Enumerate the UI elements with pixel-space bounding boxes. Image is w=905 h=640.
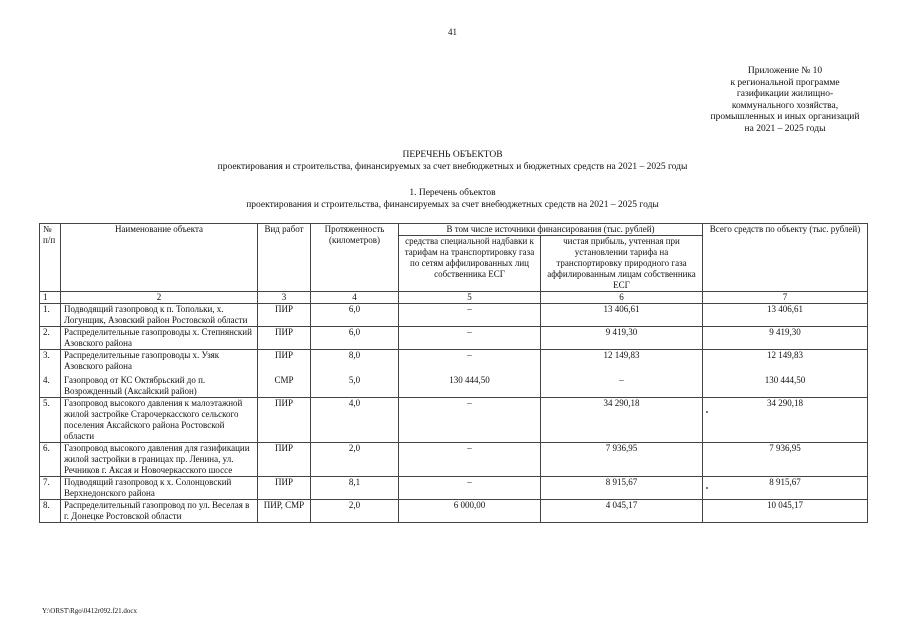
- row-type: ПИР: [258, 350, 311, 373]
- row-num: 5.: [40, 398, 61, 443]
- row-type: ПИР: [258, 443, 311, 477]
- col-number: 1: [40, 292, 61, 304]
- header-name: Наименование объекта: [61, 224, 258, 292]
- row-src1: –: [399, 398, 541, 443]
- table-row: [40, 398, 868, 443]
- row-name: Подводящий газопровод к п. Топольки, х. Логунщик, Азовский район Ростовской области: [61, 304, 258, 327]
- row-num: 6.: [40, 443, 61, 477]
- row-name: Газопровод высокого давления к малоэтажной жилой застройке Старочеркасского сельского поселения Аксайского района Ростовской области: [61, 398, 258, 443]
- table-row: [40, 327, 868, 350]
- row-src2: 8 915,67: [541, 477, 703, 500]
- row-length: 2,0: [311, 443, 399, 477]
- row-total: 34 290,18: [703, 398, 868, 443]
- appendix-block: [660, 66, 905, 135]
- header-sources: В том числе источники финансирования (тыс. рублей): [399, 224, 703, 236]
- row-name: Газопровод высокого давления для газификации жилой застройки в границах пр. Ленина, ул. Речников г. Аксая и Новочеркасского шоссе: [61, 443, 258, 477]
- file-path-footer: Y:\ORST\Rgo\0412r092.f21.docx: [42, 607, 138, 615]
- table-row: [40, 350, 868, 373]
- table-row: [40, 477, 868, 500]
- scan-speck: [706, 411, 708, 413]
- appendix-line: к региональной программе: [730, 77, 840, 88]
- row-src2: 4 045,17: [541, 500, 703, 523]
- row-type: СМР: [258, 372, 311, 398]
- row-src1: 6 000,00: [399, 500, 541, 523]
- col-number: 4: [311, 292, 399, 304]
- row-src1: –: [399, 443, 541, 477]
- row-name: Подводящий газопровод к х. Солонцовский Верхнедонского района: [61, 477, 258, 500]
- header-total: Всего средств по объекту (тыс. рублей): [703, 224, 868, 292]
- column-numbers-row: [40, 292, 868, 304]
- row-src2: 9 419,30: [541, 327, 703, 350]
- row-name: Распределительные газопроводы х. Степнянский Азовского района: [61, 327, 258, 350]
- row-src1: –: [399, 350, 541, 373]
- row-src2: 12 149,83: [541, 350, 703, 373]
- page-number: 41: [448, 27, 457, 37]
- row-total: 10 045,17: [703, 500, 868, 523]
- row-num: 2.: [40, 327, 61, 350]
- row-total: 13 406,61: [703, 304, 868, 327]
- row-type: ПИР: [258, 398, 311, 443]
- document-title: [0, 150, 905, 173]
- appendix-line: промышленных и иных организаций: [710, 112, 860, 122]
- row-num: 7.: [40, 477, 61, 500]
- row-length: 8,0: [311, 350, 399, 373]
- row-type: ПИР: [258, 477, 311, 500]
- header-type: Вид работ: [258, 224, 311, 292]
- table-row: [40, 500, 868, 523]
- appendix-line: на 2021 – 2025 годы: [744, 123, 826, 134]
- row-src1: –: [399, 477, 541, 500]
- table-row: [40, 304, 868, 327]
- objects-table: [39, 223, 868, 523]
- row-src1: –: [399, 304, 541, 327]
- subtitle-line-2: проектирования и строительства, финансируемых за счет внебюджетных средств на 2021 – 2025 годы: [246, 199, 659, 210]
- row-src1: 130 444,50: [399, 372, 541, 398]
- row-src2: 13 406,61: [541, 304, 703, 327]
- header-src2: чистая прибыль, учтенная при установлении тарифа на транспортировку природного газа аффилированным лицам собственника ЕСГ: [541, 236, 703, 292]
- appendix-line: газификации жилищно-: [736, 89, 834, 99]
- row-length: 6,0: [311, 327, 399, 350]
- table-row: [40, 372, 868, 398]
- row-src2: –: [541, 372, 703, 398]
- row-type: ПИР, СМР: [258, 500, 311, 523]
- row-name: Газопровод от КС Октябрьский до п. Возрожденный (Аксайский район): [61, 372, 258, 398]
- table-row: [40, 443, 868, 477]
- col-number: 5: [399, 292, 541, 304]
- title-line-1: ПЕРЕЧЕНЬ ОБЪЕКТОВ: [402, 150, 503, 160]
- appendix-line: Приложение № 10: [747, 66, 823, 76]
- appendix-line: коммунального хозяйства,: [731, 100, 839, 111]
- col-number: 6: [541, 292, 703, 304]
- row-num: 3.: [40, 350, 61, 373]
- row-num: 8.: [40, 500, 61, 523]
- row-total: 8 915,67: [703, 477, 868, 500]
- row-src2: 34 290,18: [541, 398, 703, 443]
- row-length: 6,0: [311, 304, 399, 327]
- row-type: ПИР: [258, 327, 311, 350]
- row-total: 9 419,30: [703, 327, 868, 350]
- row-length: 5,0: [311, 372, 399, 398]
- row-name: Распределительные газопроводы х. Узяк Азовского района: [61, 350, 258, 373]
- row-type: ПИР: [258, 304, 311, 327]
- row-length: 4,0: [311, 398, 399, 443]
- row-length: 2,0: [311, 500, 399, 523]
- scan-speck: [706, 487, 708, 489]
- header-row: [40, 224, 868, 236]
- row-num: 4.: [40, 372, 61, 398]
- row-src1: –: [399, 327, 541, 350]
- row-src2: 7 936,95: [541, 443, 703, 477]
- row-total: 7 936,95: [703, 443, 868, 477]
- header-src1: средства специальной надбавки к тарифам на транспортировку газа по сетям аффилированных лиц собственника ЕСГ: [399, 236, 541, 292]
- header-num: № п/п: [40, 224, 61, 292]
- row-num: 1.: [40, 304, 61, 327]
- section-title: [0, 188, 905, 211]
- title-line-2: проектирования и строительства, финансируемых за счет внебюджетных и бюджетных средств на 2021 – 2025 годы: [217, 161, 688, 172]
- row-total: 130 444,50: [703, 372, 868, 398]
- header-length: Протяженность (километров): [311, 224, 399, 292]
- row-name: Распределительный газопровод по ул. Веселая в г. Донецке Ростовской области: [61, 500, 258, 523]
- row-length: 8,1: [311, 477, 399, 500]
- col-number: 7: [703, 292, 868, 304]
- subtitle-line-1: 1. Перечень объектов: [409, 188, 496, 198]
- col-number: 3: [258, 292, 311, 304]
- col-number: 2: [61, 292, 258, 304]
- row-total: 12 149,83: [703, 350, 868, 373]
